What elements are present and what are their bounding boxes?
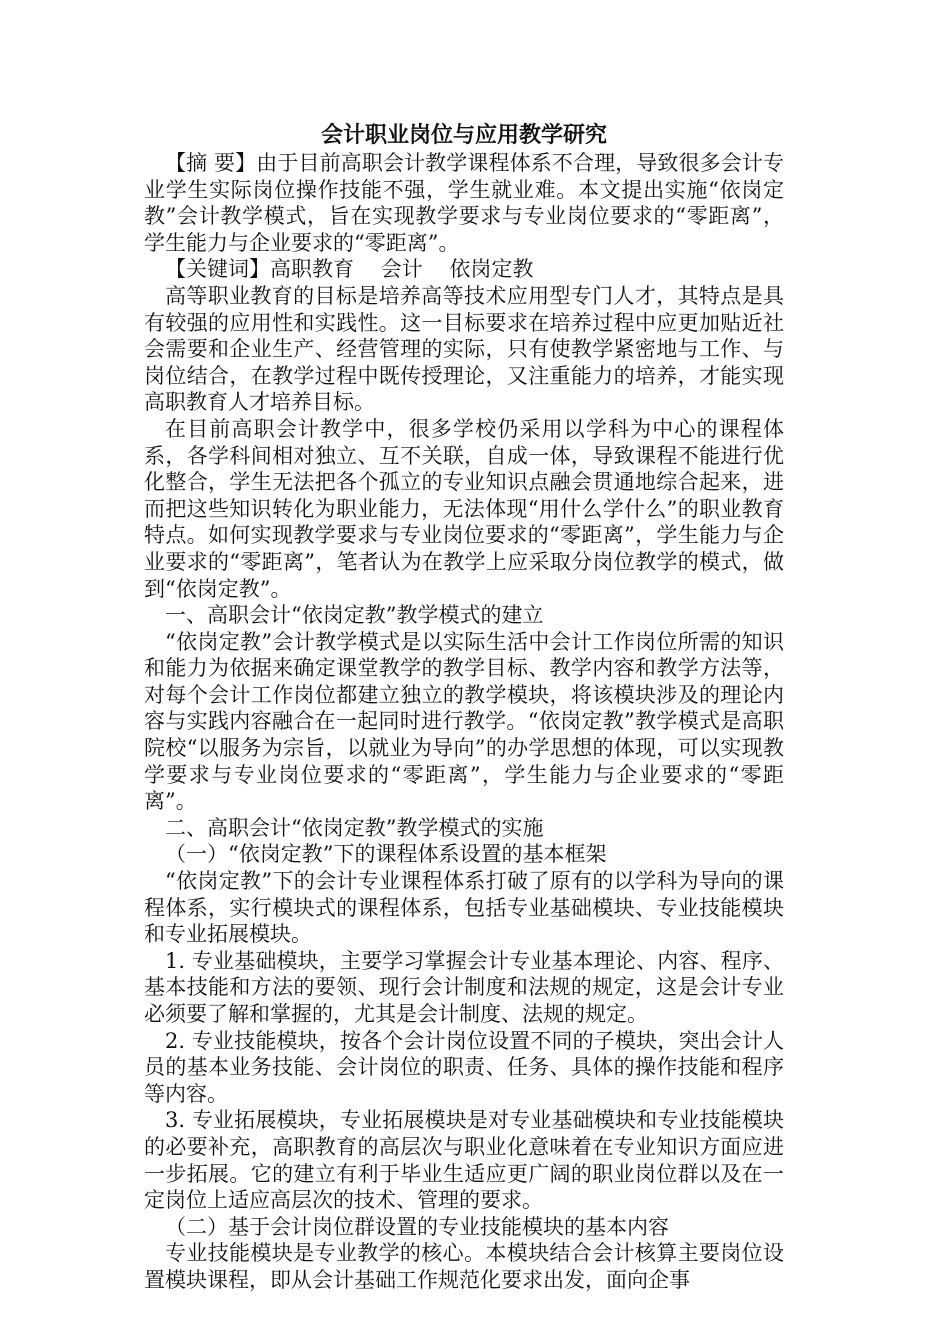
list-item-2: 2. 专业技能模块，按各个会计岗位设置不同的子模块，突出会计人员的基本业务技能、会计岗位的职责、任务、具体的操作技能和程序等内容。: [144, 1028, 784, 1106]
subsection-heading-2: （二）基于会计岗位群设置的专业技能模块的基本内容: [165, 1214, 669, 1239]
body-paragraph-1: 高等职业教育的目标是培养高等技术应用型专门人才，其特点是具有较强的应用性和实践性。这一目标要求在培养过程中应更加贴近社会需要和企业生产、经营管理的实际，只有使教学紧密地与工作、与岗位结合，在教学过程中既传授理论，又注重能力的培养，才能实现高职教育人才培养目标。: [144, 283, 784, 415]
body-paragraph-2: 在目前高职会计教学中，很多学校仍采用以学科为中心的课程体系，各学科间相对独立、互不关联，自成一体，导致课程不能进行优化整合，学生无法把各个孤立的专业知识点融会贯通地综合起来，进而把这些知识转化为职业能力，无法体现“用什么学什么”的职业教育特点。如何实现教学要求与专业岗位要求的“零距离”，学生能力与企业要求的“零距离”，笔者认为在教学上应采取分岗位教学的模式，做到“依岗定教”。: [144, 416, 784, 601]
list-item-1: 1. 专业基础模块，主要学习掌握会计专业基本理论、内容、程序、基本技能和方法的要领、现行会计制度和法规的规定，这是会计专业必须要了解和掌握的，尤其是会计制度、法规的规定。: [144, 948, 784, 1026]
body-paragraph-4: “依岗定教”下的会计专业课程体系打破了原有的以学科为导向的课程体系，实行模块式的课程体系，包括专业基础模块、专业技能模块和专业拓展模块。: [144, 869, 784, 947]
body-paragraph-5: 专业技能模块是专业教学的核心。本模块结合会计核算主要岗位设置模块课程，即从会计基础工作规范化要求出发，面向企事: [144, 1241, 784, 1292]
keywords-line: 【关键词】高职教育 会计 依岗定教: [165, 257, 534, 282]
subsection-heading-1: （一）“依岗定教”下的课程体系设置的基本框架: [165, 842, 607, 867]
abstract-paragraph: 【摘 要】由于目前高职会计教学课程体系不合理，导致很多会计专业学生实际岗位操作技能不强，学生就业难。本文提出实施“依岗定教”会计教学模式，旨在实现教学要求与专业岗位要求的“零距离”，学生能力与企业要求的“零距离”。: [144, 151, 784, 255]
section-heading-2: 二、高职会计“依岗定教”教学模式的实施: [165, 815, 544, 840]
document-page: [144, 116, 784, 1294]
list-item-3: 3. 专业拓展模块，专业拓展模块是对专业基础模块和专业技能模块的必要补充，高职教育的高层次与职业化意味着在专业知识方面应进一步拓展。它的建立有利于毕业生适应更广阔的职业岗位群以及在一定岗位上适应高层次的技术、管理的要求。: [144, 1108, 784, 1213]
body-paragraph-3: “依岗定教”会计教学模式是以实际生活中会计工作岗位所需的知识和能力为依据来确定课堂教学的教学目标、教学内容和教学方法等，对每个会计工作岗位都建立独立的教学模块，将该模块涉及的理论内容与实践内容融合在一起同时进行教学。“依岗定教”教学模式是高职院校“以服务为宗旨，以就业为导向”的办学思想的体现，可以实现教学要求与专业岗位要求的“零距离”，学生能力与企业要求的“零距离”。: [144, 629, 784, 814]
document-title: 会计职业岗位与应用教学研究: [320, 122, 607, 148]
section-heading-1: 一、高职会计“依岗定教”教学模式的建立: [165, 603, 544, 628]
